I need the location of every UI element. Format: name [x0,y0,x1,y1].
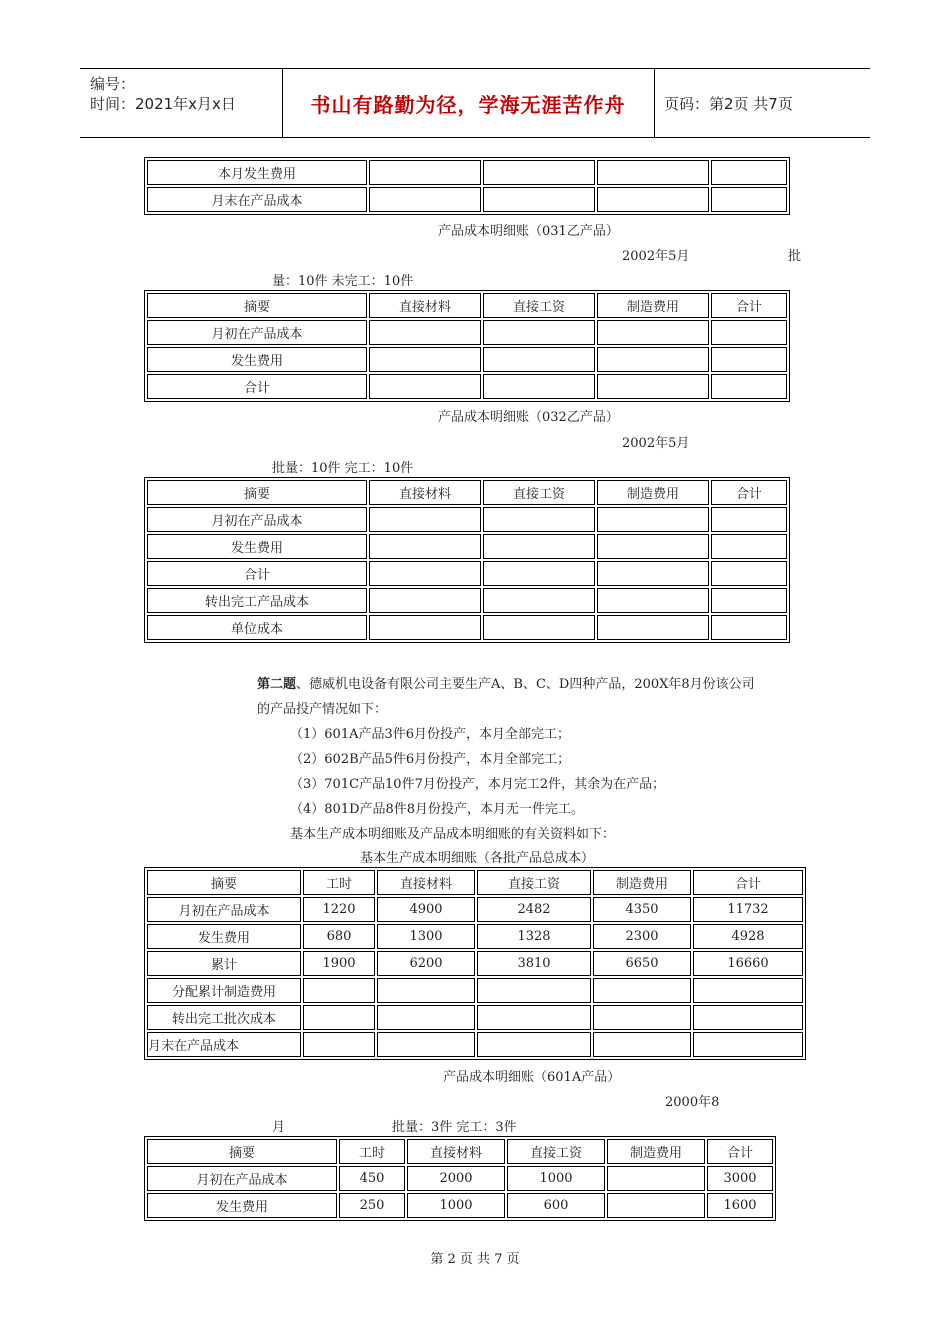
table-cell [483,187,595,212]
table-cell [597,160,709,185]
problem-2-item: （1）601A产品3件6月份投产，本月全部完工； [290,727,571,742]
table-cell [607,1193,705,1218]
table-cell [711,160,787,185]
table-cell [377,978,475,1003]
table-cell: 11732 [693,897,803,922]
table-cell [693,978,803,1003]
table-cell [597,507,709,532]
table-continued [144,157,790,215]
table-cell [303,978,375,1003]
table-cell: 680 [303,924,375,949]
page-header [80,68,870,138]
table-cell [483,160,595,185]
table-cell: 转出完工批次成本 [147,1005,301,1030]
table-cell [711,374,787,399]
table-cell [593,1005,691,1030]
table-cell: 单位成本 [147,615,367,640]
problem-2-item: （3）701C产品10件7月份投产，本月完工2件，其余为在产品； [290,777,666,792]
ledger-601a-table [144,1136,776,1221]
table-row [147,1193,773,1218]
table-cell [369,561,481,586]
table-row [147,1032,803,1057]
table-row [147,1166,773,1191]
column-header: 工时 [303,870,375,895]
table-cell: 250 [339,1193,405,1218]
column-header: 制造费用 [597,480,709,505]
table-cell [711,588,787,613]
column-header: 摘要 [147,870,301,895]
table-row [147,320,787,345]
column-header: 制造费用 [593,870,691,895]
table-cell [693,1005,803,1030]
table-cell [483,320,595,345]
table-cell: 2000 [407,1166,505,1191]
table-row [147,187,787,212]
problem-2-intro-text: 、德威机电设备有限公司主要生产A、B、C、D四种产品，200X年8月份该公司 [296,677,755,692]
basic-ledger-title: 基本生产成本明细账（各批产品总成本） [360,851,595,866]
table-cell: 1900 [303,951,375,976]
table-cell [711,187,787,212]
column-header: 摘要 [147,1139,337,1164]
header-motto-cell [282,69,655,137]
table-cell: 3810 [477,951,591,976]
table-cell [483,507,595,532]
table-cell [369,588,481,613]
table-cell [597,561,709,586]
ledger-601a-date: 2000年8 [665,1095,720,1110]
ledger-031-table [144,290,790,402]
column-header: 摘要 [147,293,367,318]
table-cell: 6650 [593,951,691,976]
column-header: 直接工资 [507,1139,605,1164]
table-cell: 4928 [693,924,803,949]
table-cell [477,1005,591,1030]
table-cell: 月末在产品成本 [147,1032,301,1057]
problem-2-item: （2）602B产品5件6月份投产，本月全部完工； [290,752,571,767]
table-cell: 1220 [303,897,375,922]
table-cell: 合计 [147,374,367,399]
problem-2-intro-line1 [257,673,755,692]
table-cell [483,347,595,372]
table-row [147,534,787,559]
table-cell: 本月发生费用 [147,160,367,185]
column-header: 制造费用 [607,1139,705,1164]
table-cell: 1000 [407,1193,505,1218]
ledger-601a-month-suffix: 月 [272,1120,286,1135]
column-header: 直接材料 [407,1139,505,1164]
column-header: 合计 [711,293,787,318]
table-cell [607,1166,705,1191]
problem-2-note: 基本生产成本明细账及产品成本明细账的有关资料如下： [290,827,616,842]
ledger-032-date: 2002年5月 [622,436,690,451]
table-cell: 月初在产品成本 [147,507,367,532]
table-cell [369,374,481,399]
table-cell: 4900 [377,897,475,922]
table-header-row [147,480,787,505]
table-cell: 450 [339,1166,405,1191]
column-header: 直接工资 [483,293,595,318]
table-cell: 1000 [507,1166,605,1191]
table-cell [597,588,709,613]
table-cell [711,347,787,372]
column-header: 摘要 [147,480,367,505]
table-cell: 2300 [593,924,691,949]
table-row [147,924,803,949]
ledger-032-batch-line: 批量：10件 完工：10件 [272,461,414,476]
table-cell [483,588,595,613]
table-cell [369,320,481,345]
table-cell [369,534,481,559]
column-header: 直接工资 [483,480,595,505]
table-cell: 发生费用 [147,1193,337,1218]
table-cell: 月初在产品成本 [147,1166,337,1191]
ledger-031-batch-prefix: 批 [788,249,802,264]
column-header: 直接材料 [369,293,481,318]
table-cell [477,1032,591,1057]
table-cell: 600 [507,1193,605,1218]
column-header: 工时 [339,1139,405,1164]
table-row [147,588,787,613]
table-row [147,951,803,976]
header-page-cell [654,69,870,137]
table-cell [303,1005,375,1030]
problem-2-item: （4）801D产品8件8月份投产，本月无一件完工。 [290,802,585,817]
page-label: 页码：第2页 共7页 [664,94,793,113]
table-cell [377,1005,475,1030]
table-cell [711,320,787,345]
table-row [147,561,787,586]
table-cell [369,160,481,185]
number-label: 编号： [90,75,136,93]
table-cell: 2482 [477,897,591,922]
table-row [147,507,787,532]
table-cell [303,1032,375,1057]
table-cell: 月初在产品成本 [147,897,301,922]
table-cell: 发生费用 [147,534,367,559]
time-label: 时间：2021年x月x日 [90,95,236,113]
basic-ledger-table [144,867,806,1060]
table-cell [483,561,595,586]
table-cell: 1300 [377,924,475,949]
motto: 书山有路勤为径，学海无涯苦作舟 [310,92,626,117]
column-header: 直接材料 [369,480,481,505]
ledger-601a-batch-line: 批量：3件 完工：3件 [392,1120,517,1135]
table-cell: 累计 [147,951,301,976]
table-row [147,978,803,1003]
table-cell [597,320,709,345]
column-header: 直接材料 [377,870,475,895]
table-row [147,160,787,185]
table-row [147,615,787,640]
table-cell: 1600 [707,1193,773,1218]
column-header: 合计 [693,870,803,895]
table-cell [711,615,787,640]
table-cell: 合计 [147,561,367,586]
table-cell: 月初在产品成本 [147,320,367,345]
column-header: 合计 [711,480,787,505]
table-row [147,897,803,922]
table-cell: 1328 [477,924,591,949]
ledger-031-batch-line: 量：10件 未完工：10件 [272,274,414,289]
column-header: 合计 [707,1139,773,1164]
table-cell [369,187,481,212]
table-cell [369,347,481,372]
table-cell: 4350 [593,897,691,922]
table-cell [597,347,709,372]
ledger-031-date: 2002年5月 [622,249,690,264]
table-cell [693,1032,803,1057]
problem-2-heading: 第二题 [257,677,297,692]
table-cell: 6200 [377,951,475,976]
table-row [147,1005,803,1030]
table-cell: 转出完工产品成本 [147,588,367,613]
column-header: 直接工资 [477,870,591,895]
table-header-row [147,870,803,895]
table-cell [369,507,481,532]
ledger-032-table [144,477,790,643]
table-cell: 16660 [693,951,803,976]
table-header-row [147,293,787,318]
table-cell [483,374,595,399]
table-cell [483,534,595,559]
table-cell [593,978,691,1003]
table-row [147,374,787,399]
table-cell: 3000 [707,1166,773,1191]
ledger-031-title: 产品成本明细账（031乙产品） [438,224,619,239]
table-cell [369,615,481,640]
table-cell [377,1032,475,1057]
ledger-032-title: 产品成本明细账（032乙产品） [438,410,619,425]
table-cell: 月末在产品成本 [147,187,367,212]
table-cell [593,1032,691,1057]
column-header: 制造费用 [597,293,709,318]
table-cell [597,187,709,212]
table-cell [483,615,595,640]
table-cell [711,507,787,532]
table-cell [477,978,591,1003]
table-header-row [147,1139,773,1164]
header-meta [80,69,283,137]
table-cell [597,374,709,399]
problem-2-intro-line2: 的产品投产情况如下： [257,702,388,717]
table-cell: 发生费用 [147,347,367,372]
table-cell: 分配累计制造费用 [147,978,301,1003]
table-cell [597,534,709,559]
table-cell [597,615,709,640]
ledger-601a-title: 产品成本明细账（601A产品） [443,1070,621,1085]
table-cell: 发生费用 [147,924,301,949]
table-row [147,347,787,372]
table-cell [711,561,787,586]
table-cell [711,534,787,559]
page-footer: 第 2 页 共 7 页 [430,1252,520,1267]
